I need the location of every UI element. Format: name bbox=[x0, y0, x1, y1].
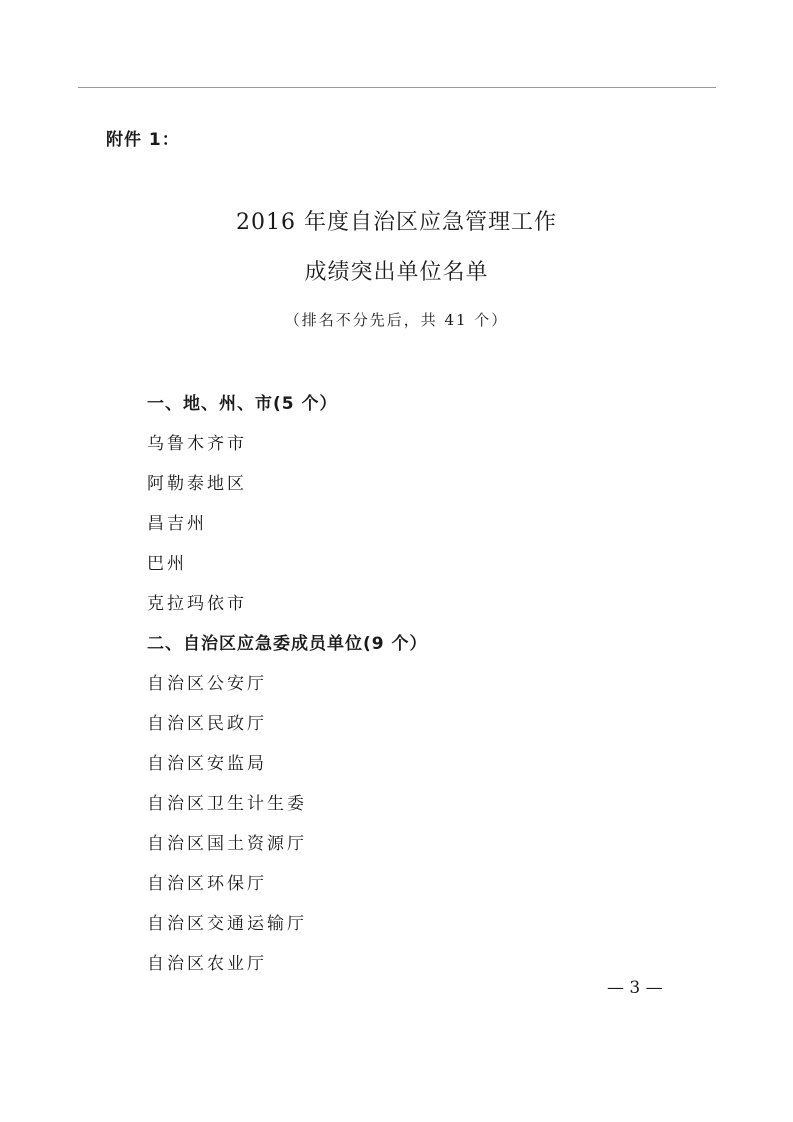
page-number: — 3 — bbox=[607, 978, 663, 998]
section-heading-member-units: 二、自治区应急委成员单位(9 个） bbox=[147, 634, 428, 654]
document-title-line-2: 成绩突出单位名单 bbox=[304, 260, 489, 285]
list-item: 乌鲁木齐市 bbox=[147, 434, 247, 454]
attachment-label: 附件 1： bbox=[106, 130, 180, 150]
list-item: 自治区民政厅 bbox=[147, 714, 267, 734]
document-title-line-1: 2016 年度自治区应急管理工作 bbox=[236, 210, 557, 235]
list-item: 自治区农业厅 bbox=[147, 954, 267, 974]
list-item: 昌吉州 bbox=[147, 514, 207, 534]
list-item: 克拉玛依市 bbox=[147, 594, 247, 614]
header-rule bbox=[78, 87, 716, 88]
list-item: 巴州 bbox=[147, 554, 187, 574]
list-item: 自治区安监局 bbox=[147, 754, 267, 774]
list-item: 自治区交通运输厅 bbox=[147, 914, 307, 934]
list-item: 自治区环保厅 bbox=[147, 874, 267, 894]
list-item: 自治区公安厅 bbox=[147, 674, 267, 694]
section-heading-prefectures: 一、地、州、市(5 个） bbox=[147, 394, 338, 414]
list-item: 阿勒泰地区 bbox=[147, 474, 247, 494]
list-item: 自治区卫生计生委 bbox=[147, 794, 307, 814]
unit-list bbox=[147, 384, 707, 984]
document-subtitle: （排名不分先后，共 41 个） bbox=[284, 311, 509, 329]
list-item: 自治区国土资源厅 bbox=[147, 834, 307, 854]
